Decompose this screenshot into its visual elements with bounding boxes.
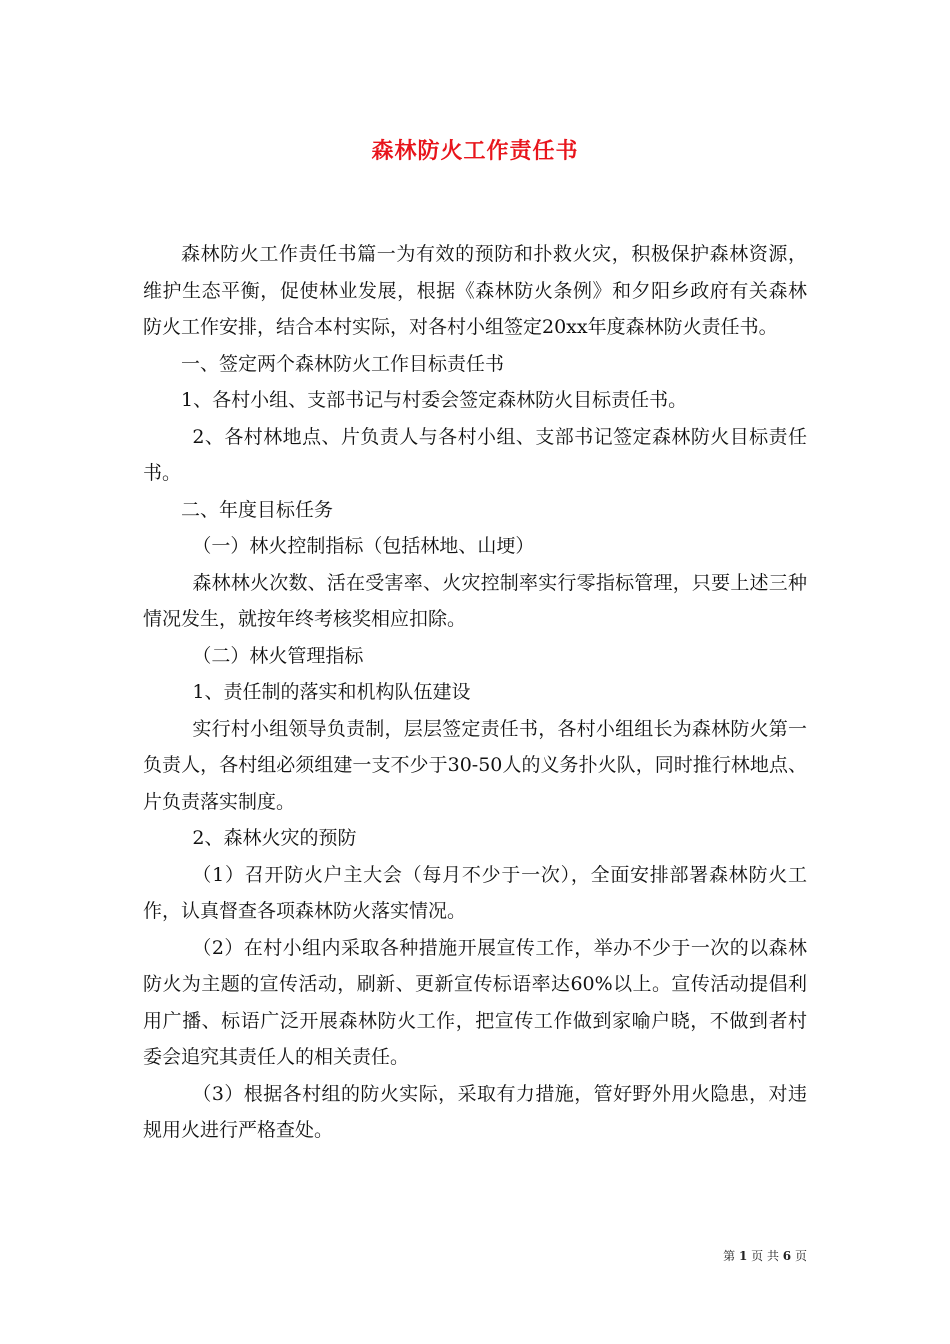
subheading: 2、森林火灾的预防 — [192, 827, 357, 849]
document-title: 森林防火工作责任书 — [371, 139, 579, 164]
document-body — [143, 236, 807, 1149]
list-item: （3）根据各村组的防火实际，采取有力措施，管好野外用火隐患，对违规用火进行严格查处。 — [143, 1082, 807, 1141]
footer-current-page: 1 — [738, 1249, 748, 1263]
list-item: 1、各村小组、支部书记与村委会签定森林防火目标责任书。 — [181, 389, 688, 411]
heading-section-1: 一、签定两个森林防火工作目标责任书 — [181, 352, 505, 375]
page-footer — [723, 1247, 807, 1264]
footer-middle: 页 共 — [751, 1249, 779, 1263]
subheading: 1、责任制的落实和机构队伍建设 — [192, 681, 471, 703]
footer-total-pages: 6 — [782, 1249, 792, 1263]
footer-suffix: 页 — [794, 1249, 807, 1263]
paragraph: 森林林火次数、活在受害率、火灾控制率实行零指标管理，只要上述三种情况发生，就按年终考核奖相应扣除。 — [143, 571, 807, 630]
subheading: （二）林火管理指标 — [192, 644, 364, 667]
footer-prefix: 第 — [723, 1249, 736, 1263]
list-item: （1）召开防火户主大会（每月不少于一次），全面安排部署森林防火工作，认真督查各项森林防火落实情况。 — [143, 863, 807, 922]
paragraph: 实行村小组领导负责制，层层签定责任书，各村小组组长为森林防火第一负责人，各村组必须组建一支不少于30-50人的义务扑火队，同时推行林地点、片负责落实制度。 — [143, 717, 807, 813]
list-item: （2）在村小组内采取各种措施开展宣传工作，举办不少于一次的以森林防火为主题的宣传活动，刷新、更新宣传标语率达60%以上。宣传活动提倡利用广播、标语广泛开展森林防火工作，把宣传工作做到家喻户晓，不做到者村委会追究其责任人的相关责任。 — [143, 936, 807, 1068]
list-item: 2、各村林地点、片负责人与各村小组、支部书记签定森林防火目标责任书。 — [143, 425, 807, 484]
heading-section-2: 二、年度目标任务 — [181, 498, 334, 521]
paragraph-intro: 森林防火工作责任书篇一为有效的预防和扑救火灾，积极保护森林资源，维护生态平衡，促使林业发展，根据《森林防火条例》和夕阳乡政府有关森林防火工作安排，结合本村实际，对各村小组签定20xx年度森林防火责任书。 — [143, 243, 807, 338]
subheading: （一）林火控制指标（包括林地、山埂） — [192, 535, 535, 557]
